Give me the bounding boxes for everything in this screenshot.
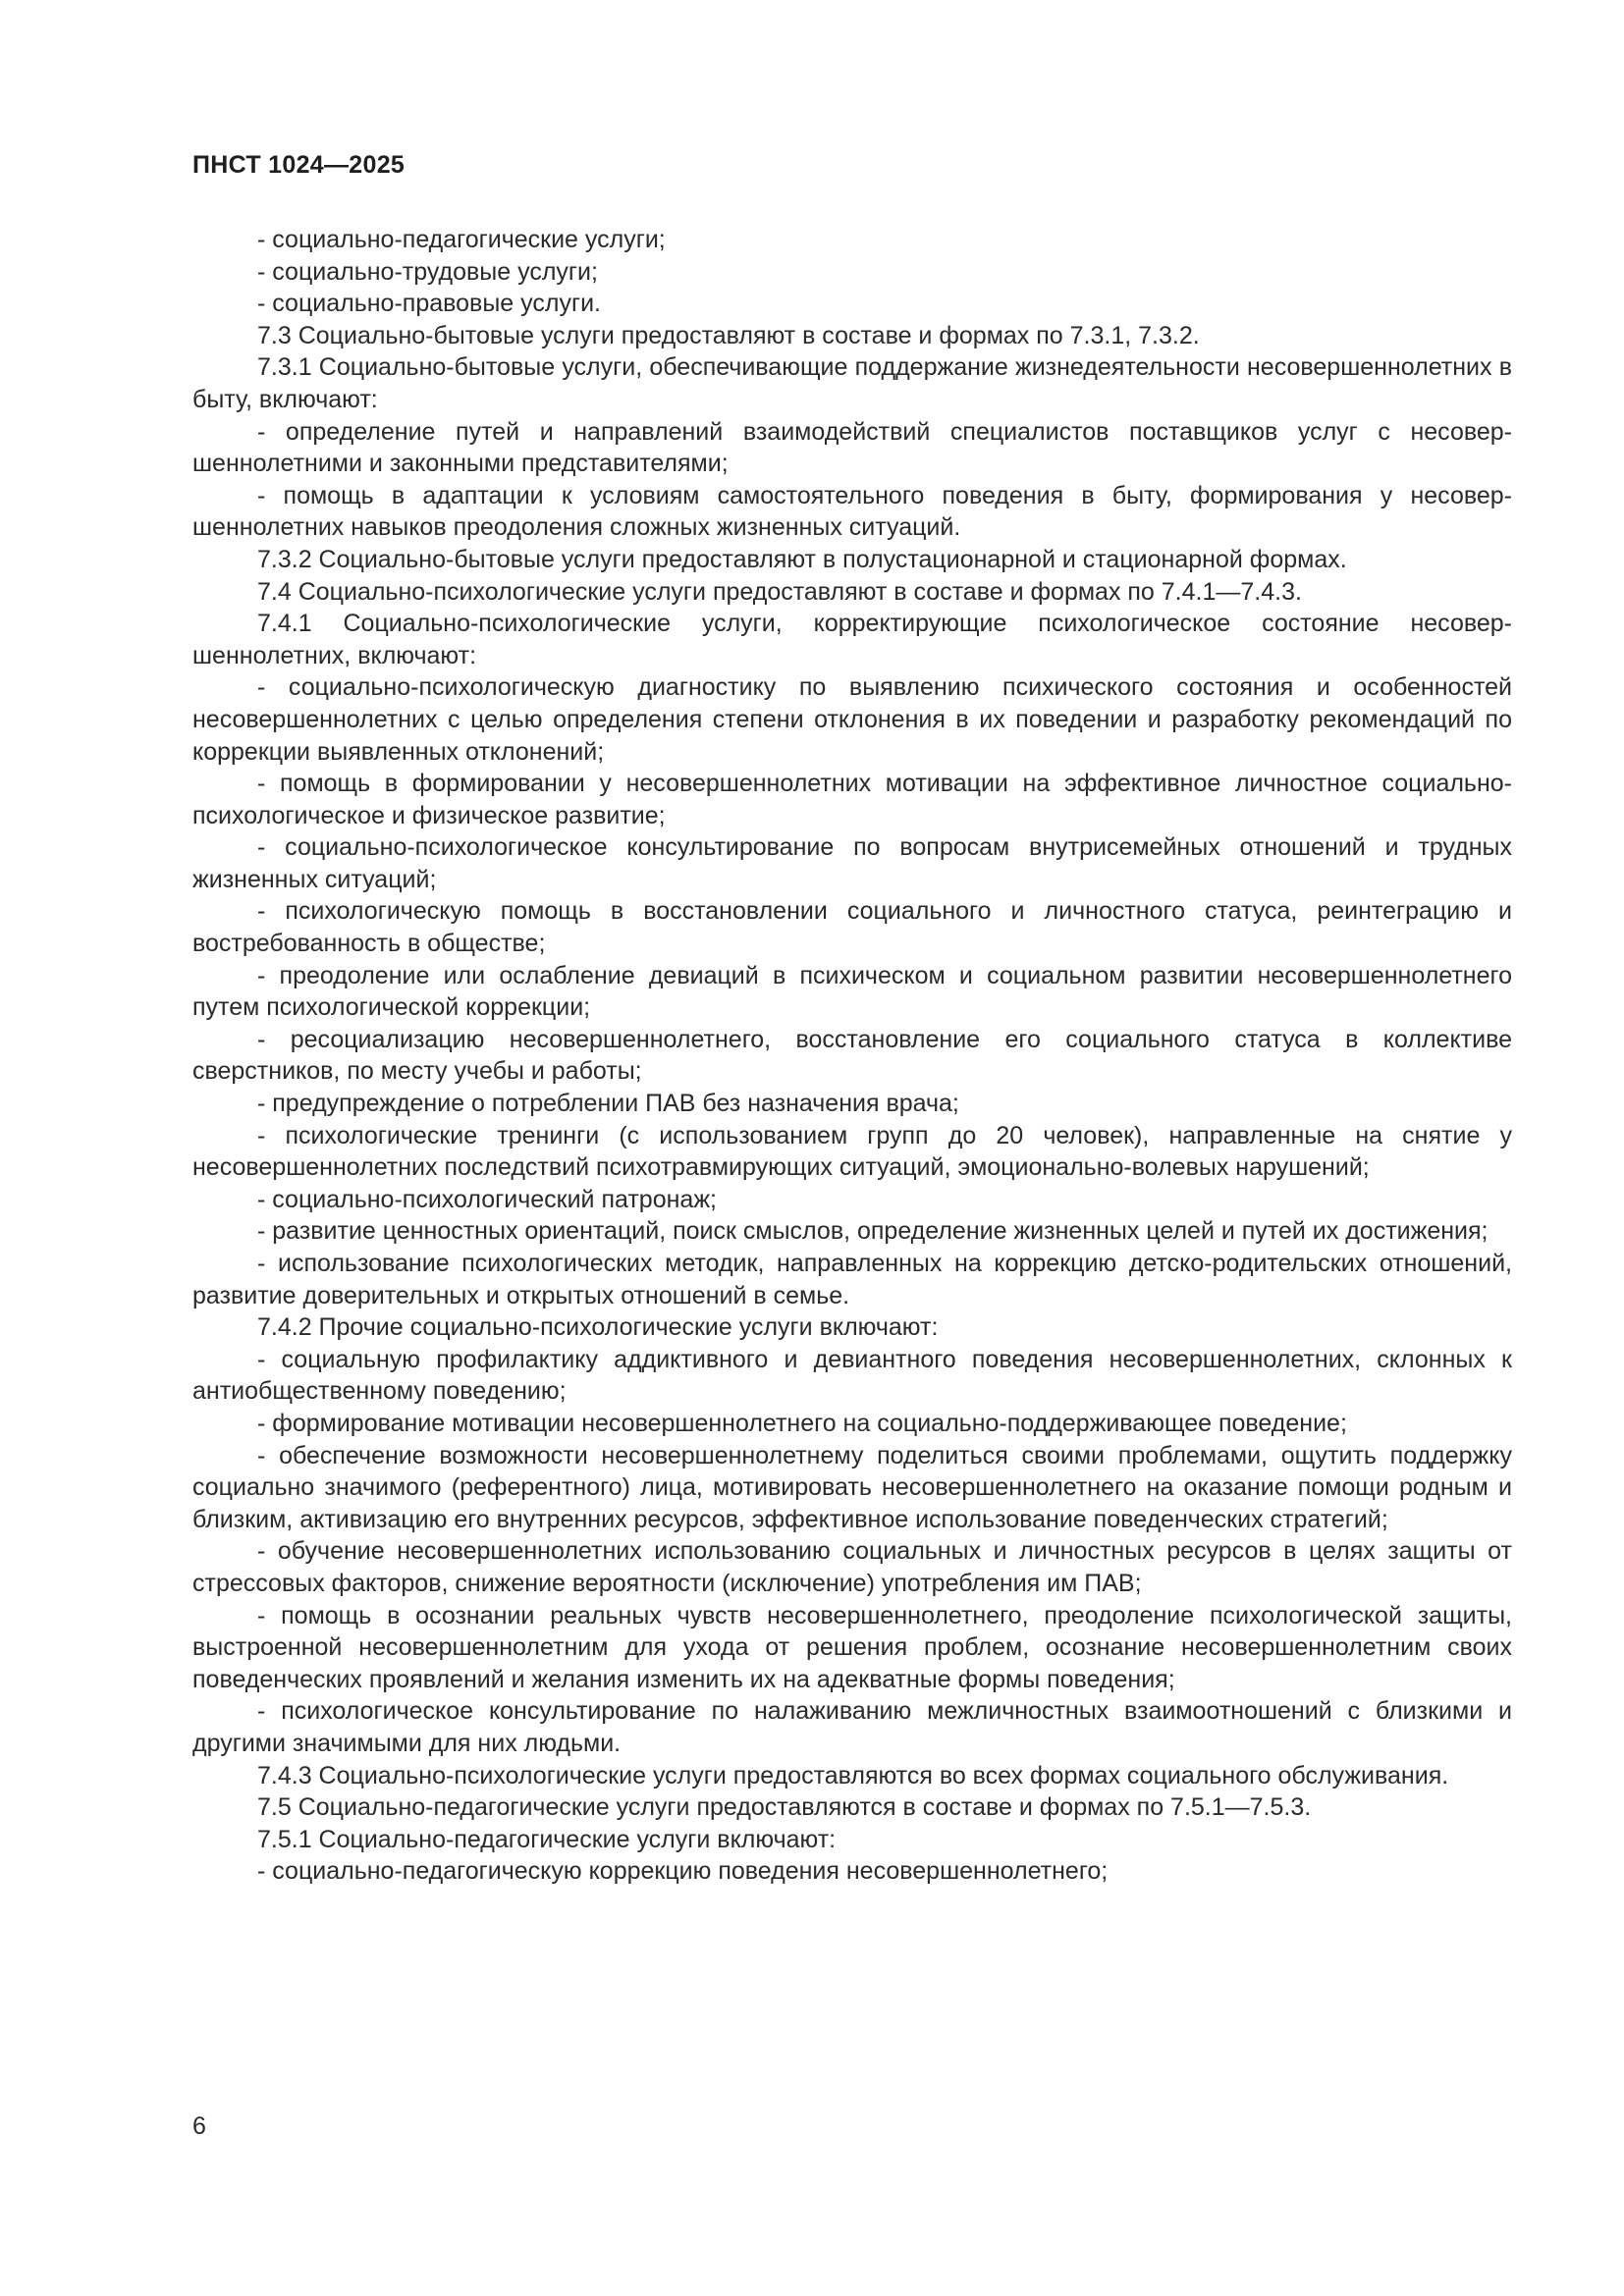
list-item: - социально-психологическое консультирование по вопросам внутрисемейных отношений и трудных жизненных ситуаций; bbox=[192, 833, 1512, 893]
clause-7-4-2: 7.4.2 Прочие социально-психологические услуги включают: bbox=[257, 1313, 939, 1342]
list-item: - социально-психологический патронаж; bbox=[257, 1185, 717, 1213]
document-code-header: ПНСТ 1024—2025 bbox=[192, 151, 406, 179]
list-item: - психологическую помощь в восстановлении социального и личностного статуса, реинтеграцию и востребованность в обществе; bbox=[192, 897, 1512, 958]
list-item: - психологические тренинги (с использованием групп до 20 человек), направленные на снятие у несовершеннолетних последствий психотравмирующих ситуаций, эмоционально-волевых нарушений; bbox=[192, 1121, 1512, 1182]
list-item: - помощь в формировании у несовершеннолетних мотивации на эффективное личностное социально-психологическое и физическое развитие; bbox=[192, 770, 1512, 829]
list-item: - преодоление или ослабление девиаций в психическом и социальном развитии несовершеннолетнего путем психологической коррекции; bbox=[192, 961, 1512, 1022]
list-item: - социально-трудовые услуги; bbox=[257, 257, 598, 286]
list-item: - формирование мотивации несовершеннолетнего на социально-поддерживающее поведение; bbox=[257, 1409, 1347, 1437]
clause-7-5: 7.5 Социально-педагогические услуги предоставляются в составе и формах по 7.5.1—7.5.3. bbox=[257, 1793, 1312, 1822]
list-item: - ресоциализацию несовершеннолетнего, восстановление его социального статуса в коллективе сверстников, по месту учебы и работы; bbox=[192, 1025, 1512, 1086]
list-item: - использование психологических методик, направленных на коррекцию детско-родительских отношений, развитие доверительных и открытых отношений в семье. bbox=[192, 1250, 1512, 1309]
clause-7-3-2: 7.3.2 Социально-бытовые услуги предоставляют в полустационарной и стационарной формах. bbox=[257, 545, 1347, 573]
list-item: - обеспечение возможности несовершеннолетнему поделиться своими проблемами, ощутить поддержку социально значимого (референтного) лица, мотивировать несовершеннолетнего на оказание помощи родным и близким, активизацию его внутренних ресурсов, эффективное использование поведенческих стратегий; bbox=[192, 1441, 1512, 1533]
list-item: - предупреждение о потреблении ПАВ без назначения врача; bbox=[257, 1090, 959, 1118]
list-item: - развитие ценностных ориентаций, поиск смыслов, определение жизненных целей и путей их достижения; bbox=[257, 1217, 1489, 1246]
list-item: - социально-правовые услуги. bbox=[257, 290, 601, 318]
clause-7-3: 7.3 Социально-бытовые услуги предоставляют в составе и формах по 7.3.1, 7.3.2. bbox=[257, 321, 1200, 349]
document-body bbox=[192, 224, 1512, 1888]
clause-7-4: 7.4 Социально-психологические услуги предоставляют в составе и формах по 7.4.1—7.4.3. bbox=[257, 577, 1302, 606]
list-item: - определение путей и направлений взаимодействий специалистов поставщиков услуг с несовершеннолетними и законными представителями; bbox=[192, 417, 1512, 478]
list-item: - социально-психологическую диагностику по выявлению психического состояния и особенностей несовершеннолетних с целью определения степени отклонения в их поведении и разработку рекомендаций по коррекции выявленных отклонений; bbox=[192, 673, 1512, 766]
list-item: - социальную профилактику аддиктивного и девиантного поведения несовершеннолетних, склонных к антиобщественному поведению; bbox=[192, 1345, 1512, 1406]
list-item: - помощь в осознании реальных чувств несовершеннолетнего, преодоление психологической защиты, выстроенной несовершеннолетним для ухода от решения проблем, осознание несовершеннолетним своих поведенческих проявлений и желания изменить их на адекватные формы поведения; bbox=[192, 1601, 1512, 1693]
list-item: - психологическое консультирование по налаживанию межличностных взаимоотношений с близкими и другими значимыми для них людьми. bbox=[192, 1697, 1512, 1757]
list-item: - обучение несовершеннолетних использованию социальных и личностных ресурсов в целях защиты от стрессовых факторов, снижение вероятности (исключение) употребления им ПАВ; bbox=[192, 1537, 1512, 1597]
clause-7-5-1: 7.5.1 Социально-педагогические услуги включают: bbox=[257, 1825, 837, 1853]
clause-7-3-1: 7.3.1 Социально-бытовые услуги, обеспечивающие поддержание жизнедеятельности несовершеннолетних в быту, включают: bbox=[192, 353, 1512, 413]
list-item: - социально-педагогические услуги; bbox=[257, 226, 666, 253]
clause-7-4-3: 7.4.3 Социально-психологические услуги предоставляются во всех формах социального обслуживания. bbox=[257, 1761, 1449, 1789]
list-item: - социально-педагогическую коррекцию поведения несовершеннолетнего; bbox=[257, 1857, 1109, 1886]
page-number: 6 bbox=[192, 2112, 206, 2140]
list-item: - помощь в адаптации к условиям самостоятельного поведения в быту, формирования у несовершеннолетних навыков преодоления сложных жизненных ситуаций. bbox=[192, 481, 1512, 542]
clause-7-4-1: 7.4.1 Социально-психологические услуги, корректирующие психологическое состояние несовершеннолетних, включают: bbox=[192, 610, 1512, 669]
